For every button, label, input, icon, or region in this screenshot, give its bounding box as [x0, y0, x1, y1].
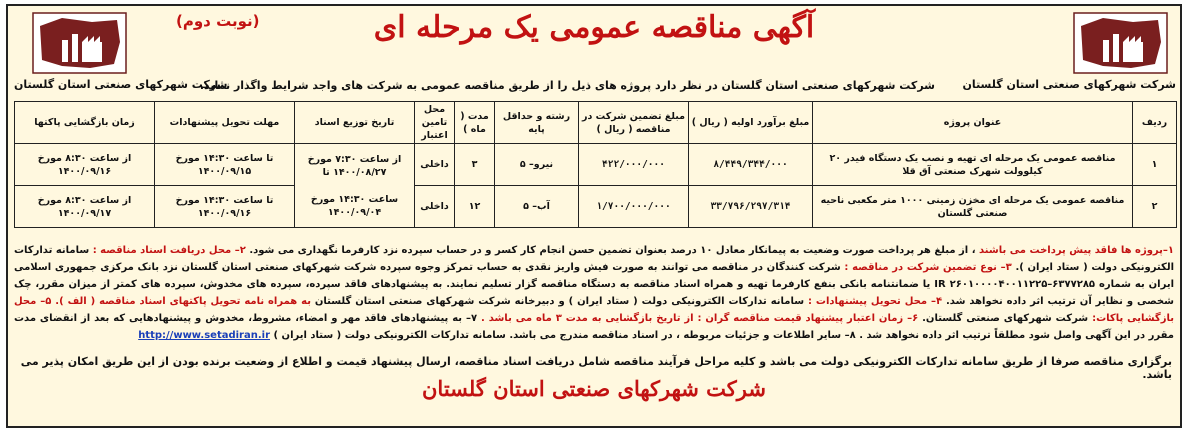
col-header-row-number: ردیف	[1133, 102, 1177, 144]
note-5-heading: ۵– محل بازگشایی پاکات:	[14, 296, 1175, 324]
note-2-text: سامانه تدارکات الکترونیکی دولت ( ستاد ایران ).	[14, 245, 1175, 273]
cell-category: نیرو– ۵	[495, 144, 579, 186]
distribution-line-4: ۱۴۰۰/۰۹/۰۴	[327, 206, 382, 218]
cell-estimate: ۳۳/۷۹۶/۲۹۷/۳۱۴	[689, 186, 813, 228]
cell-funding: داخلی	[415, 186, 455, 228]
deadline-date: ۱۴۰۰/۰۹/۱۶	[197, 207, 252, 219]
col-header-estimate: مبلغ برآورد اولیه ( ریال )	[689, 102, 813, 144]
table-row	[15, 144, 1177, 186]
cell-guarantee: ۱/۷۰۰/۰۰۰/۰۰۰	[579, 186, 689, 228]
col-header-deadline: مهلت تحویل پیشنهادات	[155, 102, 295, 144]
note-8-text: ۸– سایر اطلاعات و جزئیات مربوطه ، در اسناد مناقصه مندرج می باشد. سامانه تدارکات الکترونیکی دولت ( ستاد ایران )	[273, 330, 856, 341]
conditions-notes	[14, 242, 1174, 344]
cell-deadline	[155, 144, 295, 186]
notice-title: آگهی مناقصه عمومی یک مرحله ای	[373, 10, 815, 45]
deadline-date: ۱۴۰۰/۰۹/۱۵	[197, 165, 252, 177]
projects-table	[14, 101, 1177, 228]
cell-funding: داخلی	[415, 144, 455, 186]
footer-text: برگزاری مناقصه صرفا از طریق سامانه تدارکات الکترونیکی دولت می باشد و کلیه مراحل فرآیند مناقصه شامل دریافت اسناد مناقصه، ارسال پیشنهاد قیمت و اطلاع از وضعیت برنده بودن از این طریق امکان پذیر می باشد.	[20, 355, 1172, 381]
note-4-heading: ۴– محل تحویل پیشنهادات :	[807, 296, 943, 307]
opening-time: از ساعت ۸:۳۰ مورخ	[37, 194, 132, 206]
setadiran-link[interactable]: http://www.setadiran.ir	[138, 330, 271, 341]
note-4-text: سامانه تدارکات الکترونیکی دولت ( ستاد ایران ) و دبیرخانه شرکت شهرکهای صنعتی استان گلستان	[314, 296, 805, 307]
col-header-project-title: عنوان پروژه	[813, 102, 1133, 144]
note-5-text: شرکت شهرکهای صنعتی گلستان.	[922, 313, 1089, 324]
note-1-text: ، از مبلغ هر پرداخت صورت وضعیت به پیمانکار معادل ۱۰ درصد بعنوان تضمین حسن انجام کار کسر و در حساب سپرده نزد کارفرما نگهداری می شود.	[249, 245, 976, 256]
note-2-heading: ۲– محل دریافت اسناد مناقصه :	[92, 245, 246, 256]
opening-date: ۱۴۰۰/۰۹/۱۷	[57, 207, 112, 219]
col-header-guarantee: مبلغ تضمین شرکت در مناقصه ( ریال )	[579, 102, 689, 144]
cell-project-title: مناقصه عمومی یک مرحله ای مخزن زمینی ۱۰۰۰ متر مکعبی ناحیه صنعتی گلستان	[813, 186, 1133, 228]
distribution-line-1: از ساعت ۷:۳۰ مورخ	[307, 153, 402, 165]
intro-text: شرکت شهرکهای صنعتی استان گلستان در نظر دارد پروژه های ذیل را از طریق مناقصه عمومی به شرکت های واجد شرایط واگذار نماید.	[199, 79, 935, 92]
cell-guarantee: ۴۲۲/۰۰۰/۰۰۰	[579, 144, 689, 186]
tender-notice	[6, 4, 1182, 428]
note-7-text: ۷– به پیشنهادهای فاقد مهر و امضاء، مشروط، مخدوش و پیشنهادهایی که بعد از انقضای مدت مقرر در این آگهی واصل شود مطلقاً ترتیب اثر داده نخواهد شد .	[14, 313, 1174, 341]
deadline-time: تا ساعت ۱۴:۳۰ مورخ	[175, 194, 274, 206]
opening-time: از ساعت ۸:۳۰ مورخ	[37, 152, 132, 164]
cell-row-number: ۲	[1133, 186, 1177, 228]
col-header-distribution: تاریخ توزیع اسناد	[295, 102, 415, 144]
col-header-opening: زمان بازگشایی پاکتها	[15, 102, 155, 144]
brand-name: شرکت شهرکهای صنعتی استان گلستان	[422, 376, 766, 401]
cell-category: آب– ۵	[495, 186, 579, 228]
note-4-tail: به همراه نامه تحویل پاکتهای اسناد مناقصه ( الف ).	[55, 296, 311, 307]
table-row	[15, 186, 1177, 228]
distribution-line-3: ساعت ۱۴:۳۰ مورخ	[310, 193, 399, 205]
col-header-funding: محل تامین اعتبار	[415, 102, 455, 144]
col-header-category: رشته و حداقل پایه	[495, 102, 579, 144]
col-header-duration: مدت ( ماه )	[455, 102, 495, 144]
cell-deadline	[155, 186, 295, 228]
cell-duration: ۳	[455, 144, 495, 186]
note-6-heading: ۶– زمان اعتبار پیشنهاد قیمت مناقصه گران : از تاریخ بازگشایی به مدت ۳ ماه می باشد .	[480, 313, 919, 324]
cell-duration: ۱۲	[455, 186, 495, 228]
cell-distribution	[295, 144, 415, 228]
note-3-text: شرکت کنندگان در مناقصه می توانند به صورت فیش واریز نقدی به حساب تمرکز وجوه سپرده شرکت شهرکهای صنعتی استان گلستان نزد بانک مرکزی جمهوری اسلامی ایران به شماره ۶۳۷۷۲۸۵–۲۶۰۱۰۰۰۰۴۰۰۱۱۲۲۵ IR یا ضمانتنامه بانکی بنفع کارفرما تهیه و همراه اسناد مناقصه به دستگاه مناقصه گزار تسلیم نمایند. به پیشنهادهای فاقد سپرده، سپرده های مخدوش، سپرده های کمتر از میزان مقرر، چک شخصی و نظایر آن ترتیب اثر داده نخواهد شد.	[14, 262, 1175, 307]
distribution-line-2: ۱۴۰۰/۰۸/۲۷ تا	[322, 166, 387, 178]
deadline-time: تا ساعت ۱۴:۳۰ مورخ	[175, 152, 274, 164]
note-3-heading: ۳– نوع تضمین شرکت در مناقصه :	[844, 262, 1012, 273]
cell-opening	[15, 186, 155, 228]
cell-estimate: ۸/۴۴۹/۳۴۴/۰۰۰	[689, 144, 813, 186]
cell-row-number: ۱	[1133, 144, 1177, 186]
opening-date: ۱۴۰۰/۰۹/۱۶	[57, 165, 112, 177]
company-name-left: شرکت شهرکهای صنعتی استان گلستان	[14, 78, 228, 91]
note-1-heading: ۱–پروژه ها فاقد پیش پرداخت می باشند	[979, 245, 1175, 256]
table-header-row	[15, 102, 1177, 144]
round-label: (نوبت دوم)	[176, 12, 260, 30]
cell-project-title: مناقصه عمومی یک مرحله ای تهیه و نصب یک دستگاه فیدر ۲۰ کیلوولت شهرک صنعتی آق قلا	[813, 144, 1133, 186]
company-name-right: شرکت شهرکهای صنعتی استان گلستان	[962, 78, 1176, 91]
cell-opening	[15, 144, 155, 186]
